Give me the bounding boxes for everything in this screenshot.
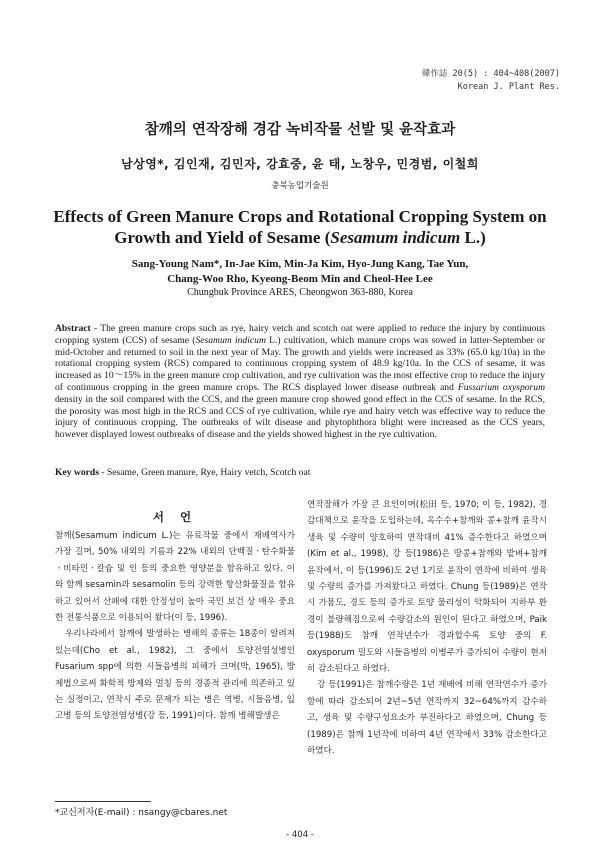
korean-affiliation: 충북농업기술원 <box>271 181 329 191</box>
english-title-part2: L.) <box>460 228 486 247</box>
page-number: - 404 - <box>286 830 314 840</box>
abstract-italic-1: Sesamum indicum <box>195 334 266 346</box>
abstract-italic-2: Fussarium oxysporum <box>457 381 545 393</box>
english-title-species: Sesamum indicum <box>330 228 461 247</box>
journal-header <box>422 68 560 94</box>
abstract <box>55 323 545 441</box>
english-title-part1: Effects of Green Manure Crops and Rotational Cropping System on Growth and Yield of Sesame ( <box>53 207 547 247</box>
corresponding-author-footnote: *교신저자(E-mail) : nsangy@cbares.net <box>55 808 228 818</box>
body-paragraph: 우리나라에서 참깨에 발생하는 병해의 종류는 18종이 알려져 있는데(Cho et al., 1982), 그 중에서 토양전염성병인 Fusarium spp에 의한 시들음병의 피해가 크며(박, 1965), 방제법으로써 화학적 방제와 멀칭 등의 경종적 관리에 의존하고 있는 실정이고, 연작시 주로 문제가 되는 병은 역병, 시들음병, 입고병 등의 토양전염성병(강 등, 1991)이다. 참깨 병해발생은 <box>55 629 295 722</box>
english-authors-line1: Sang-Young Nam*, In-Jae Kim, Min-Ja Kim, Hyo-Jung Kang, Tae Yun, <box>131 258 469 270</box>
body-column-left <box>55 528 295 725</box>
keywords <box>55 467 545 478</box>
section-heading-introduction: 서 언 <box>152 510 198 524</box>
footnote-divider <box>55 801 151 802</box>
abstract-text-1: - The green manure crops such as rye, hairy vetch and scotch oat were applied to reduce the injury by continuous cropping system (CCS) of sesame ( <box>55 323 545 346</box>
abstract-text-2: L.) cultivation, which manure crops was sowed in latter-September or mid-October and returned to soil in the next year of May. The growth and yields were increased as 33% (65.0 kg/10a) in the rotational cropping system (RCS) compared to continuous cropping system of 48.9 kg/10a. In the CCS of sesame, it was increased as 10～15% in the green manure crop cultivation, and rye cultivation was the most effective crop to reduce the injury of continuous cropping in the green manure crops. The RCS displayed lower disease outbreak and <box>55 334 545 393</box>
korean-title: 참깨의 연작장해 경감 녹비작물 선발 및 윤작효과 <box>144 122 456 138</box>
journal-citation: 韓作誌 20(5) : 404~408(2007) <box>421 69 560 79</box>
journal-name: Korean J. Plant Res. <box>457 82 560 92</box>
english-authors <box>40 257 560 287</box>
keywords-label: Key words <box>55 467 99 478</box>
english-title <box>40 206 560 248</box>
abstract-label: Abstract <box>55 323 91 334</box>
body-paragraph: 강 등(1991)은 참깨수량은 1년 재배에 비해 연작연수가 증가함에 따라 감소되어 2년~5년 연작까지 32~64%까지 감수하고, 생육 및 수량구성요소가 부진하다고 하였으며, Chung 등(1989)은 참깨 1년작에 비하여 4년 연작에서 33% 감소한다고 하였다. <box>307 680 547 757</box>
body-paragraph: 연작장해가 가장 큰 요인이며(松田 등, 1970; 이 등, 1982), 경감대책으로 윤작을 도입하는데, 옥수수+참깨와 콩+참깨 윤작시 생육 및 수량이 양호하여 연작대비 41% 증수한다고 하였으며(Kim et al., 1998), 강 등(1986)은 땅콩+참깨와 밭벼+참깨 윤작에서, 이 등(1996)도 2년 1기로 윤작이 연작에 비하여 생육 및 수량의 증가를 가져왔다고 하였다. Chung 등(1989)은 연작시 가뭄도, 경도 등의 증가로 토양 물리성이 악화되어 지하부 환경이 불량해짐으로써 수량감소의 원인이 된다고 하였으며, Paik 등(1988)도 참깨 연작년수가 경과할수록 토양 중의 F. oxysporum 밀도와 시들음병의 이병주가 증가되어 수량이 현저히 감소된다고 하였다. <box>307 500 547 675</box>
korean-authors: 남상영*, 김인재, 김민자, 강효중, 윤 태, 노창우, 민경범, 이철희 <box>121 157 479 171</box>
body-paragraph: 참깨(Sesamum indicum L.)는 유료작물 중에서 재배역사가 가장 길며, 50% 내외의 기름과 22% 내외의 단백질ㆍ탄수화물ㆍ비타민ㆍ칼슘 및 인 등의 중요한 영양분을 함유하고 있다. 이와 함께 sesamin과 sesamolin 등의 강력한 항산화물질을 함유하고 있어서 산패에 대한 안정성이 높아 국민 보건 상 매우 중요한 전통식품으로 이용되어 왔다(이 등, 1996). <box>55 531 295 624</box>
keywords-text: - Sesame, Green manure, Rye, Hairy vetch, Scotch oat <box>98 467 311 478</box>
english-affiliation: Chungbuk Province ARES, Cheongwon 363-880, Korea <box>187 287 413 298</box>
english-authors-line2: Chang-Woo Rho, Kyeong-Beom Min and Cheol-Hee Lee <box>167 273 433 285</box>
abstract-text-3: density in the soil compared with the CCS, and the green manure crop showed good effect in the CCS of sesame. In the RCS, the porosity was most high in the RCS and CCS of rye cultivation, while rye and hairy vetch was effective way to reduce the injury of continuous cropping. The outbreaks of wilt disease and phytophthora blight were increased as the CCS years, however displayed lowest outbreaks of disease and the yields showed highest in the rye cultivation. <box>55 393 545 441</box>
body-column-right <box>307 497 547 760</box>
